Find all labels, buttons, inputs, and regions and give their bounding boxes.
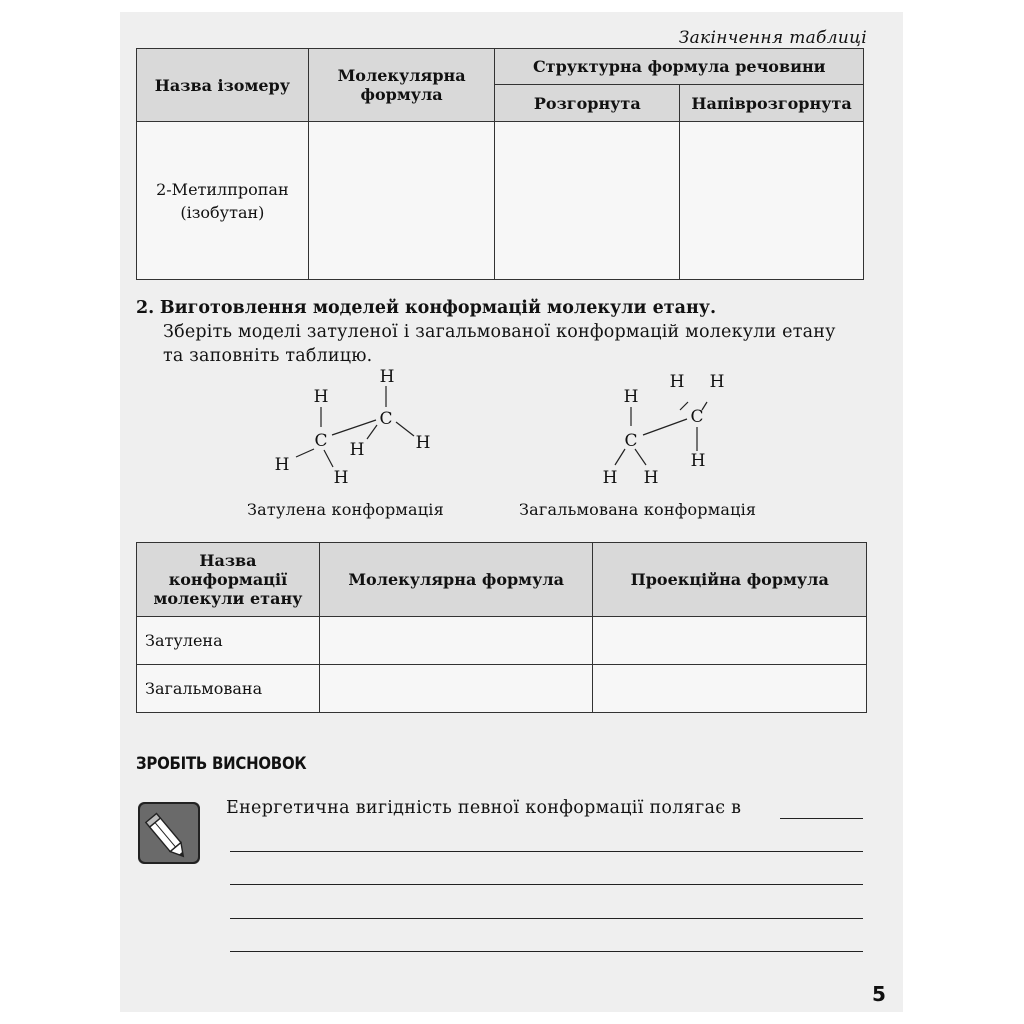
answer-line[interactable] [230, 851, 863, 852]
atom-h: H [602, 468, 618, 488]
atom-h: H [349, 440, 365, 460]
eclipsed-conformation-label: Затулена конформація [247, 500, 444, 519]
header-isomer-name: Назва ізомеру [137, 49, 309, 122]
task-number: 2. [136, 298, 155, 318]
isomer-name: 2-Метилпропан [156, 179, 289, 199]
table-continuation-caption: Закінчення таблиці [678, 28, 867, 48]
eclipsed-projection-formula-cell[interactable] [593, 617, 867, 665]
task-instruction-line-2: та заповніть таблицю. [163, 346, 373, 366]
atom-h: H [379, 367, 395, 387]
atom-h: H [415, 433, 431, 453]
answer-line[interactable] [230, 951, 863, 952]
atom-c: C [314, 431, 328, 451]
header-projection-formula: Проекційна формула [593, 543, 867, 617]
header-expanded: Розгорнута [495, 85, 680, 122]
staggered-molecular-formula-cell[interactable] [319, 665, 593, 713]
atom-h: H [274, 455, 290, 475]
atom-h: H [313, 387, 329, 407]
header-conformation-name [137, 543, 320, 617]
staggered-conformation-label: Загальмована конформація [519, 500, 757, 519]
ethane-conformation-diagrams [120, 12, 903, 532]
header-molecular-formula: Молекулярна формула [308, 49, 495, 122]
row-staggered-name: Загальмована [137, 665, 320, 713]
atom-h: H [690, 451, 706, 471]
task-instruction-line-1: Зберіть моделі затуленої і загальмованої конформацій молекули етану [163, 322, 836, 342]
header-semi-expanded: Напіврозгорнута [680, 85, 864, 122]
answer-line[interactable] [780, 818, 863, 819]
conclusion-prompt: Енергетична вигідність певної конформації полягає в [226, 798, 742, 818]
pencil-icon [138, 802, 200, 864]
header-conformation-name-line-3: молекули етану [153, 589, 303, 608]
eclipsed-molecular-formula-cell[interactable] [319, 617, 593, 665]
isomer-trivial-name: (ізобутан) [180, 202, 265, 222]
atom-h: H [333, 468, 349, 488]
header-structural-formula: Структурна формула речовини [495, 49, 864, 85]
atom-h: H [669, 372, 685, 392]
workbook-page [120, 12, 903, 1012]
header-molecular-formula: Молекулярна формула [319, 543, 593, 617]
atom-h: H [643, 468, 659, 488]
conclusion-heading: ЗРОБІТЬ ВИСНОВОК [136, 754, 307, 774]
task-title: Виготовлення моделей конформацій молекули етану. [159, 298, 717, 318]
atom-h: H [709, 372, 725, 392]
answer-line[interactable] [230, 918, 863, 919]
header-conformation-name-line-2: конформації [168, 570, 288, 589]
answer-line[interactable] [230, 884, 863, 885]
header-conformation-name-line-1: Назва [199, 551, 257, 570]
page-number: 5 [872, 982, 886, 1006]
atom-h: H [623, 387, 639, 407]
conformation-table [136, 542, 867, 713]
atom-c: C [690, 407, 704, 427]
atom-c: C [379, 409, 393, 429]
row-eclipsed-name: Затулена [137, 617, 320, 665]
staggered-projection-formula-cell[interactable] [593, 665, 867, 713]
atom-c: C [624, 431, 638, 451]
